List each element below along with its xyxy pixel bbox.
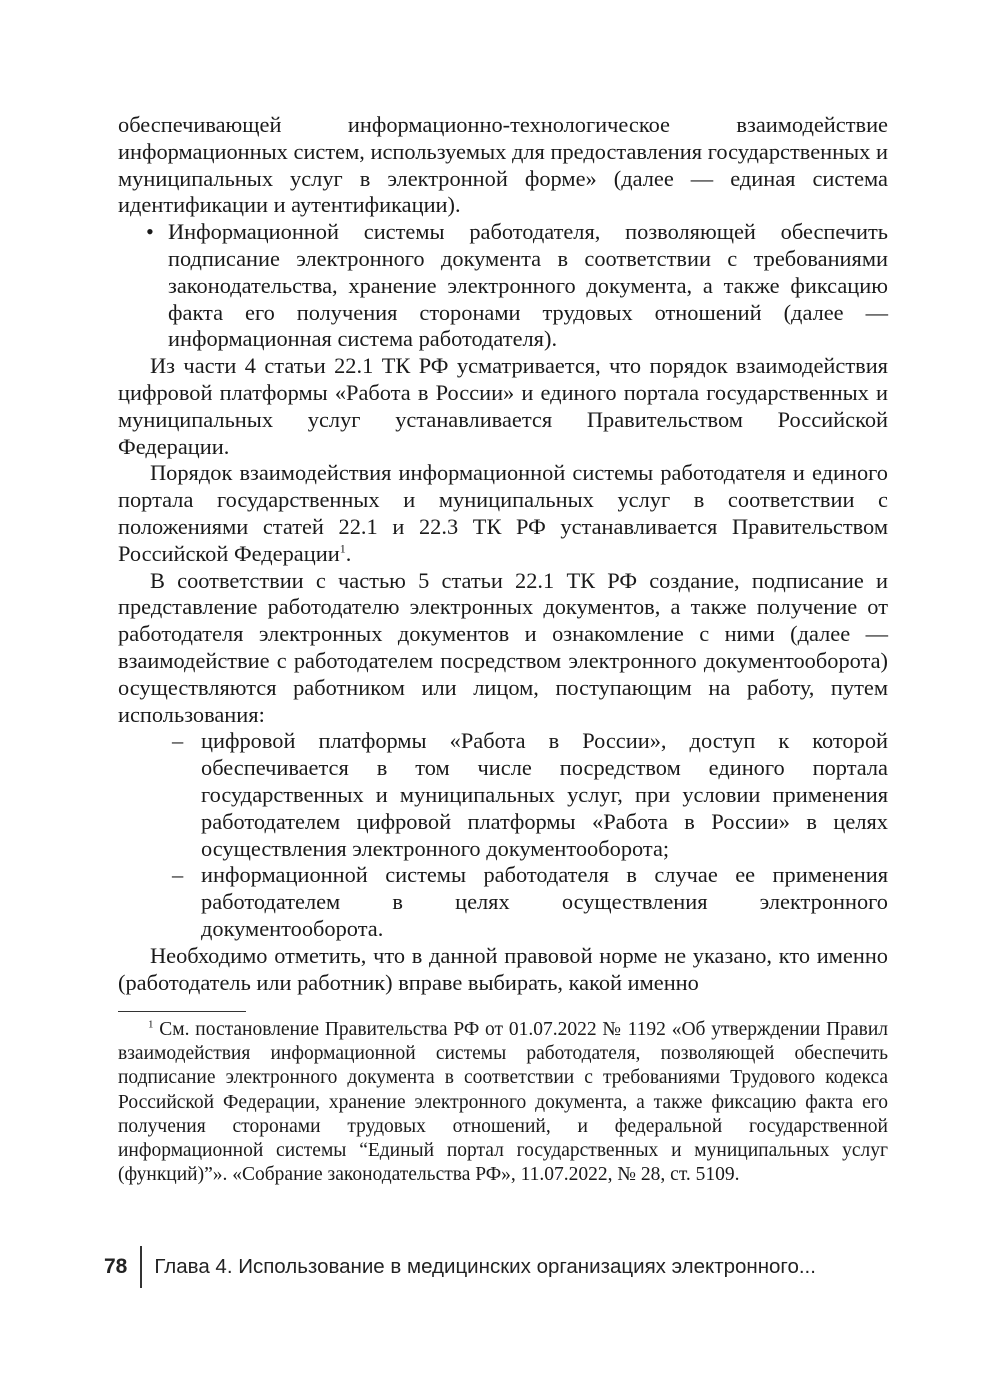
- paragraph: Из части 4 статьи 22.1 ТК РФ усматривается, что порядок взаимодействия цифровой платформы «Работа в России» и единого портала государственных и муниципальных услуг устанавливается Правительством Российской Федерации.: [118, 353, 888, 459]
- footnote-text: См. постановление Правительства РФ от 01.07.2022 № 1192 «Об утверждении Правил взаимодействия информационной системы работодателя, позволяющей обеспечить подписание электронного документа в соответствии с требованиями Трудового кодекса Российской Федерации, хранение электронного документа, а также фиксацию факта его получения сторонами трудовых отношений, и федеральной государственной информационной системы “Единый портал государственных и муниципальных услуг (функций)”». «Собрание законодательства РФ», 11.07.2022, № 28, ст. 5109.: [118, 1019, 888, 1186]
- bullet-marker: •: [146, 219, 154, 245]
- bullet-item: [118, 219, 888, 353]
- body-text: [118, 112, 888, 996]
- dash-item-text: информационной системы работодателя в случае ее применения работодателем в целях осуществления электронного документооборота.: [201, 862, 888, 941]
- footnote-number: 1: [148, 1018, 154, 1031]
- footnote-reference[interactable]: 1: [339, 541, 346, 556]
- paragraph-text: Порядок взаимодействия информационной системы работодателя и единого портала государственных и муниципальных услуг в соответствии с положениями статей 22.1 и 22.3 ТК РФ устанавливается Правительством Российской Федерации: [118, 460, 888, 566]
- page-number: 78: [104, 1255, 128, 1278]
- dash-list-item: [118, 862, 888, 942]
- paragraph-text-end: .: [345, 540, 352, 566]
- dash-marker: –: [172, 862, 184, 888]
- bullet-item-text: Информационной системы работодателя, позволяющей обеспечить подписание электронного документа в соответствии с требованиями законодательства, хранение электронного документа, а также фиксацию факта его получения сторонами трудовых отношений (далее — информационная система работодателя).: [168, 219, 888, 352]
- dash-marker: –: [172, 728, 184, 754]
- dash-list-item: [118, 728, 888, 862]
- footer-divider: [140, 1246, 142, 1288]
- paragraph-continuation: обеспечивающей информационно-технологическое взаимодействие информационных систем, используемых для предоставления государственных и муниципальных услуг в электронной форме» (далее — единая система идентификации и аутентификации).: [118, 112, 888, 218]
- dash-item-text: цифровой платформы «Работа в России», доступ к которой обеспечивается в том числе посредством единого портала государственных и муниципальных услуг, при условии применения работодателем цифровой платформы «Работа в России» в целях осуществления электронного документооборота;: [201, 728, 888, 861]
- paragraph-with-footnote: [118, 460, 888, 567]
- page-footer: [104, 1246, 816, 1288]
- footnote: [118, 1018, 888, 1187]
- paragraph: В соответствии с частью 5 статьи 22.1 ТК РФ создание, подписание и представление работодателю электронных документов, а также получение от работодателя электронных документов и ознакомление с ними (далее — взаимодействие с работодателем посредством электронного документооборота) осуществляются работником или лицом, поступающим на работу, путем использования:: [118, 567, 888, 727]
- footnote-separator: [118, 1011, 246, 1012]
- paragraph: Необходимо отметить, что в данной правовой норме не указано, кто именно (работодатель или работник) вправе выбирать, какой именно: [118, 942, 888, 995]
- running-head: Глава 4. Использование в медицинских организациях электронного...: [154, 1255, 816, 1278]
- footnote-paragraph: [118, 1018, 888, 1187]
